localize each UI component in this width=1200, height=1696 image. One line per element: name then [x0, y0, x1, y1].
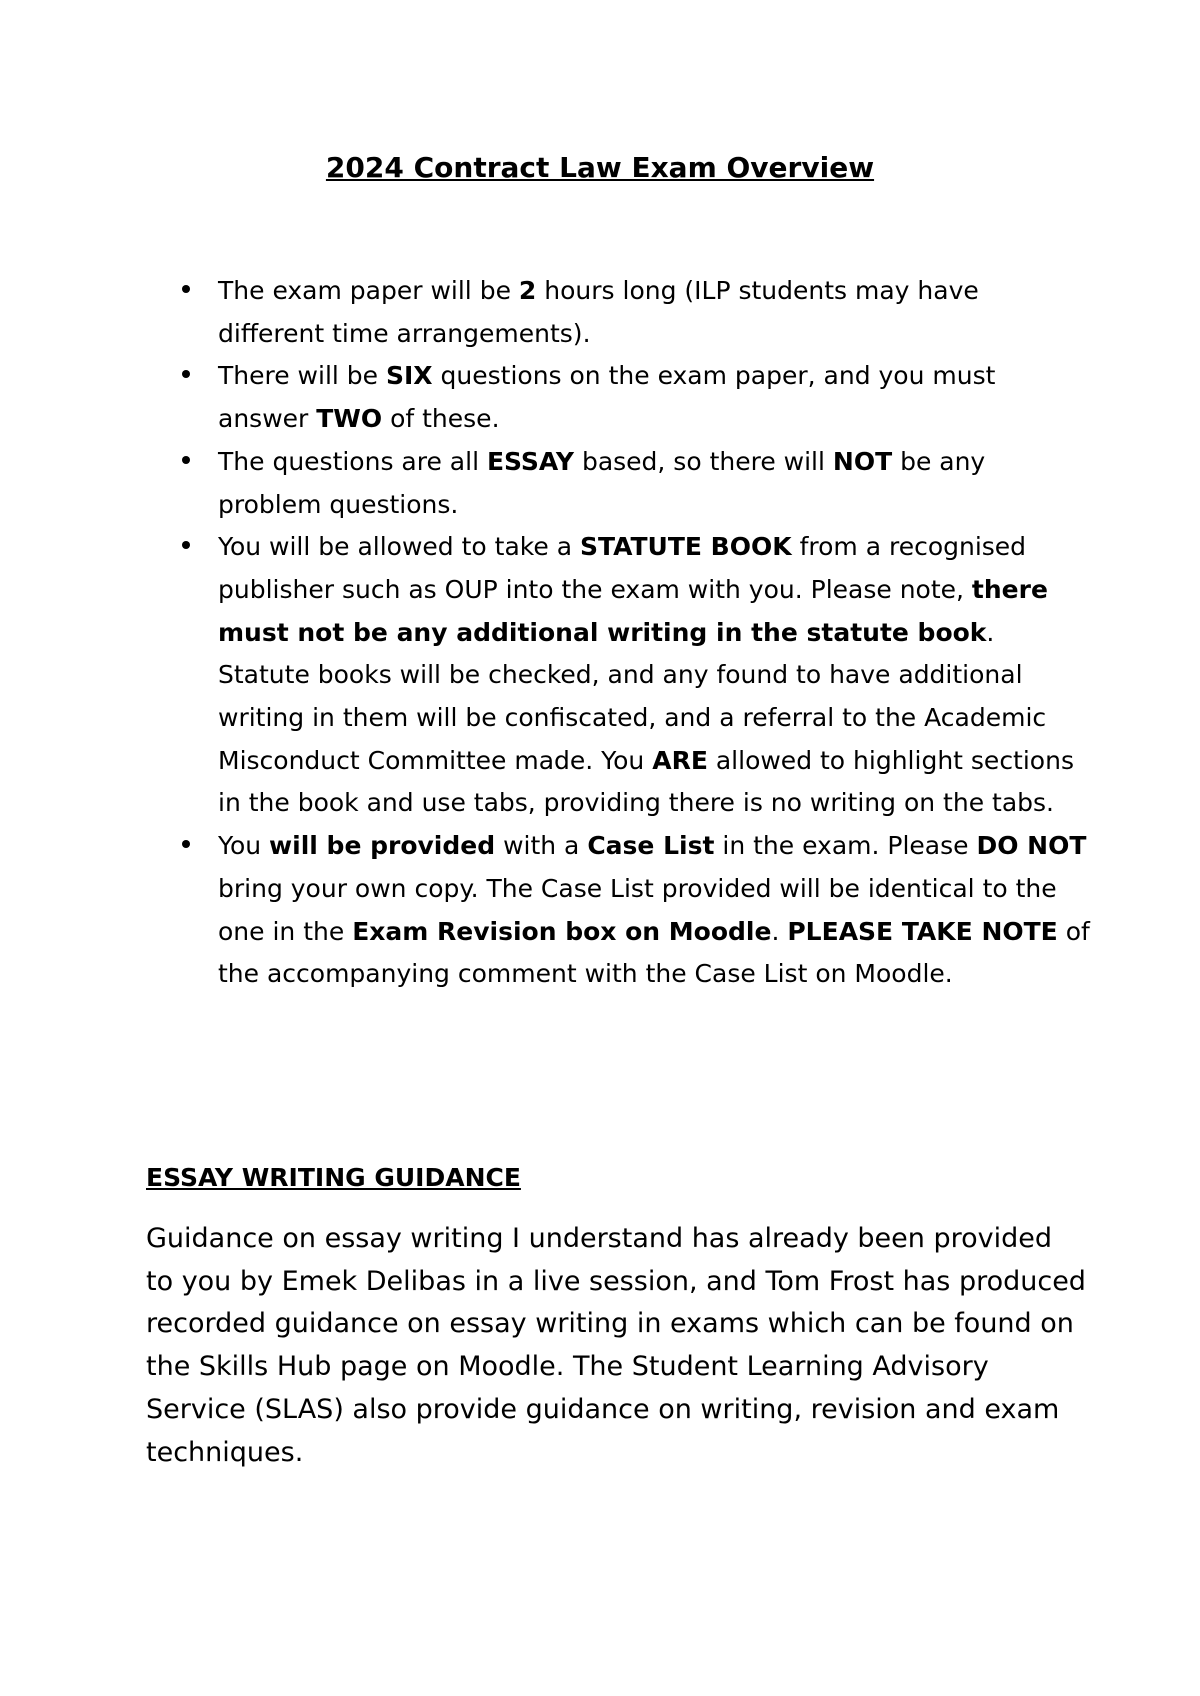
- body-text: based, so there will: [574, 446, 833, 476]
- emphasis-text: ESSAY: [486, 446, 574, 476]
- emphasis-text: STATUTE BOOK: [579, 532, 792, 562]
- bullet-icon: [182, 840, 190, 848]
- bullet-icon: [182, 285, 190, 293]
- emphasis-text: Exam Revision box on Moodle: [352, 916, 772, 946]
- body-text: in the exam. Please: [714, 831, 977, 861]
- bullet-icon: [182, 370, 190, 378]
- emphasis-text: Case List: [587, 831, 715, 861]
- body-text: with a: [495, 831, 588, 861]
- emphasis-text: will be provided: [269, 831, 496, 861]
- body-text: from a recognised publisher such as OUP into the exam with you. Please note,: [218, 532, 1027, 604]
- bullet-icon: [182, 541, 190, 549]
- emphasis-text: SIX: [385, 361, 433, 391]
- list-item: [170, 355, 1090, 440]
- body-text: hours long (ILP students may have different time arrangements).: [218, 276, 979, 348]
- body-text: bring your own copy. The Case List provided will be identical to the one in the: [218, 873, 1057, 946]
- body-text: of the accompanying comment with the Case List on Moodle.: [218, 916, 1090, 989]
- body-text: .: [771, 916, 788, 946]
- body-text: The exam paper will be: [218, 276, 519, 305]
- list-item: [170, 526, 1090, 825]
- list-item: [170, 441, 1090, 526]
- emphasis-text: DO NOT: [976, 831, 1087, 861]
- body-text: The questions are all: [218, 446, 487, 476]
- body-text: . Statute books will be checked, and any found to have additional writing in them will be confiscated, and a referral to the Academic Misconduct Committee made. You: [218, 617, 1047, 775]
- emphasis-text: PLEASE TAKE NOTE: [787, 916, 1058, 946]
- body-text: questions on the exam paper, and you must answer: [218, 361, 996, 434]
- bullet-icon: [182, 456, 190, 464]
- emphasis-text: 2: [518, 276, 537, 305]
- body-text: allowed to highlight sections in the book and use tabs, providing there is no writing on the tabs.: [218, 745, 1074, 818]
- emphasis-text: ARE: [652, 745, 708, 775]
- emphasis-text: TWO: [316, 404, 383, 434]
- essay-guidance-paragraph: Guidance on essay writing I understand has already been provided to you by Emek Delibas in a live session, and Tom Frost has produced recorded guidance on essay writing in exams which can be found on the Skills Hub page on Moodle. The Student Learning Advisory Service (SLAS) also provide guidance on writing, revision and exam techniques.: [146, 1223, 1086, 1468]
- document-title: 2024 Contract Law Exam Overview: [325, 151, 875, 184]
- list-item: [170, 270, 1090, 355]
- exam-overview-list: [170, 270, 1090, 996]
- body-text: You: [218, 831, 270, 861]
- essay-guidance-heading: ESSAY WRITING GUIDANCE: [146, 1163, 521, 1192]
- body-text: of these.: [382, 404, 500, 434]
- emphasis-text: there must not be any additional writing in the statute book: [218, 574, 1048, 647]
- emphasis-text: NOT: [832, 446, 893, 476]
- body-text: be any problem questions.: [218, 446, 986, 519]
- list-item: [170, 825, 1090, 996]
- body-text: You will be allowed to take a: [218, 532, 580, 562]
- body-text: There will be: [218, 361, 386, 391]
